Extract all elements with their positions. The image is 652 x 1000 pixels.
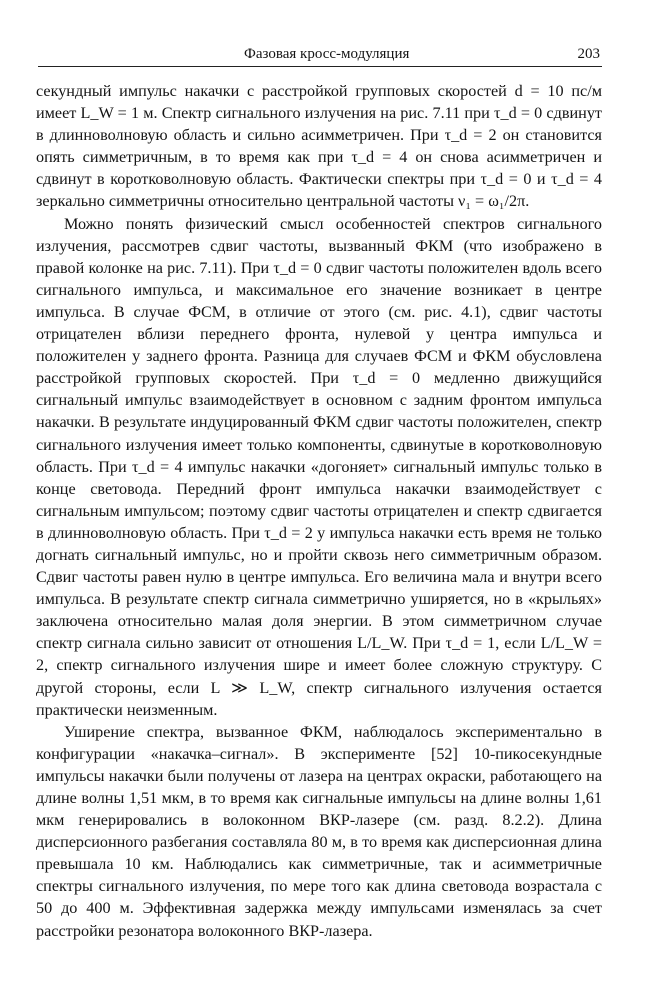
running-header <box>38 44 602 67</box>
paragraph-2: Можно понять физический смысл особенностей спектров сигнального излучения, рассмотрев сдвиг частоты, вызванный ФКМ (что изображено в правой колонке на рис. 7.11). При τ_d = 0 сдвиг частоты положителен вдоль всего сигнального импульса, и максимальное его значение возникает в центре импульса. В случае ФСМ, в отличие от этого (см. рис. 4.1), сдвиг частоты отрицателен вблизи переднего фронта, нулевой у центра импульса и положителен у заднего фронта. Разница для случаев ФСМ и ФКМ обусловлена расстройкой групповых скоростей. При τ_d = 0 медленно движущийся сигнальный импульс взаимодействует в основном с задним фронтом импульса накачки. В результате индуцированный ФКМ сдвиг частоты положителен, спектр сигнального излучения имеет только компоненты, сдвинутые в коротковолновую область. При τ_d = 4 импульс накачки «догоняет» сигнальный импульс только в конце световода. Передний фронт импульса накачки взаимодействует с сигнальным импульсом; поэтому сдвиг частоты отрицателен и спектр сдвигается в длинноволновую область. При τ_d = 2 у импульса накачки есть время не только догнать сигнальный импульс, но и пройти сквозь него симметричным образом. Сдвиг частоты равен нулю в центре импульса. Его величина мала и внутри всего импульса. В результате спектр сигнала симметрично уширяется, но в «крыльях» заключена относительно малая доля энергии. В этом симметричном случае спектр сигнала сильно зависит от отношения L/L_W. При τ_d = 1, если L/L_W = 2, спектр сигнального излучения шире и имеет более сложную структуру. С другой стороны, если L ≫ L_W, спектр сигнального излучения остается практически неизменным. <box>36 214 602 719</box>
body-text <box>36 80 602 942</box>
page-number: 203 <box>577 46 600 62</box>
paragraph-3: Уширение спектра, вызванное ФКМ, наблюдалось экспериментально в конфигурации «накачка–сигнал». В эксперименте [52] 10-пикосекундные импульсы накачки были получены от лазера на центрах окраски, работающего на длине волны 1,51 мкм, в то время как сигнальные импульсы на длине волны 1,61 мкм генерировались в волоконном ВКР-лазере (см. разд. 8.2.2). Длина дисперсионного разбегания составляла 80 м, в то время как дисперсионная длина превышала 10 км. Наблюдались как симметричные, так и асимметричные спектры сигнального излучения, по мере того как длина световода возрастала с 50 до 400 м. Эффективная задержка между импульсами изменялась за счет расстройки резонатора волоконного ВКР-лазера. <box>36 722 602 940</box>
running-title: Фазовая кросс-модуляция <box>244 46 410 62</box>
paragraph-1: секундный импульс накачки с расстройкой групповых скоростей d = 10 пс/м имеет L_W = 1 м. Спектр сигнального излучения на рис. 7.11 при τ_d = 0 сдвинут в длинноволновую область и сильно асимметричен. При τ_d = 2 он становится опять симметричным, в то время как при τ_d = 4 он снова асимметричен и сдвинут в коротковолновую область. Фактически спектры при τ_d = 0 и τ_d = 4 зеркально симметричны относительно центральной частоты ν₁ = ω₁/2π. <box>36 82 602 211</box>
